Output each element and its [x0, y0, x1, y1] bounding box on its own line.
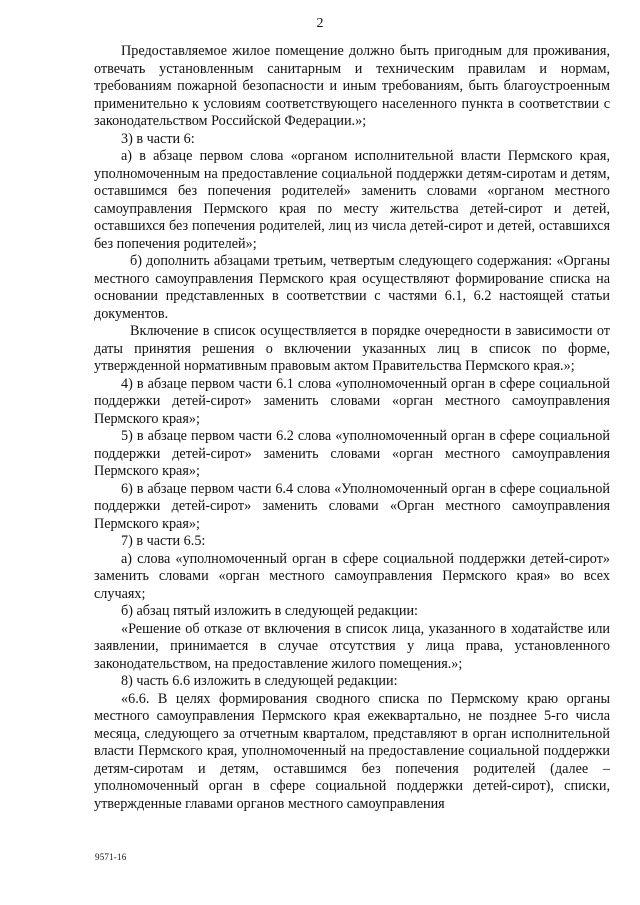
page-number: 2 [316, 16, 324, 31]
paragraph: Предоставляемое жилое помещение должно быть пригодным для проживания, отвечать установленным санитарным и техническим правилам и нормам, требованиям пожарной безопасности и иным требованиям, быть благоустроенным применительно к условиям соответствующего населенного пункта в соответствии с законодательством Российской Федерации.»; [94, 43, 610, 129]
document-code: 9571-16 [95, 852, 127, 862]
paragraph: б) дополнить абзацами третьим, четвертым следующего содержания: «Органы местного самоуправления Пермского края осуществляют формирование списка на основании представленных в соответствии с частями 6.1, 6.2 настоящей статьи документов. [94, 253, 610, 322]
paragraph: а) в абзаце первом слова «органом исполнительной власти Пермского края, уполномоченным на предоставление социальной поддержки детям-сиротам и детям, оставшимся без попечения родителей» заменить словами «органом местного самоуправления Пермского края по месту жительства детей-сирот и детей, оставшихся без попечения родителей, лиц из числа детей-сирот и детей, оставшихся без попечения родителей»; [94, 148, 610, 252]
document-body [94, 43, 610, 813]
paragraph: 3) в части 6: [121, 130, 195, 147]
paragraph: б) абзац пятый изложить в следующей редакции: [121, 603, 419, 619]
paragraph: 5) в абзаце первом части 6.2 слова «уполномоченный орган в сфере социальной поддержки детей-сирот» заменить словами «орган местного самоуправления Пермского края»; [94, 428, 610, 479]
paragraph: 4) в абзаце первом части 6.1 слова «уполномоченный орган в сфере социальной поддержки детей-сирот» заменить словами «орган местного самоуправления Пермского края»; [94, 375, 610, 427]
paragraph: «6.6. В целях формирования сводного списка по Пермскому краю органы местного самоуправления Пермского края ежеквартально, не позднее 5-го числа месяца, следующего за отчетным кварталом, представляют в орган исполнительной власти Пермского края, уполномоченный на предоставление социальной поддержки детям-сиротам и детям, оставшимся без попечения родителей (далее – уполномоченный орган в сфере социальной поддержки детей-сирот), списки, утвержденные главами органов местного самоуправления [94, 690, 610, 812]
paragraph: 7) в части 6.5: [121, 533, 206, 549]
paragraph: «Решение об отказе от включения в список лица, указанного в ходатайстве или заявлении, принимается в случае отсутствия у лица права, установленного законодательством, на предоставление жилого помещения.»; [94, 620, 610, 672]
paragraph: 8) часть 6.6 изложить в следующей редакции: [121, 673, 398, 689]
paragraph: 6) в абзаце первом части 6.4 слова «Уполномоченный орган в сфере социальной поддержки детей-сирот» заменить словами «Орган местного самоуправления Пермского края»; [94, 480, 610, 532]
paragraph: а) слова «уполномоченный орган в сфере социальной поддержки детей-сирот» заменить словами «орган местного самоуправления Пермского края» во всех случаях; [94, 550, 610, 602]
paragraph: Включение в список осуществляется в порядке очередности в зависимости от даты принятия решения о включении указанных лиц в список по форме, утвержденной нормативным правовым актом Правительства Пермского края.»; [94, 323, 610, 374]
